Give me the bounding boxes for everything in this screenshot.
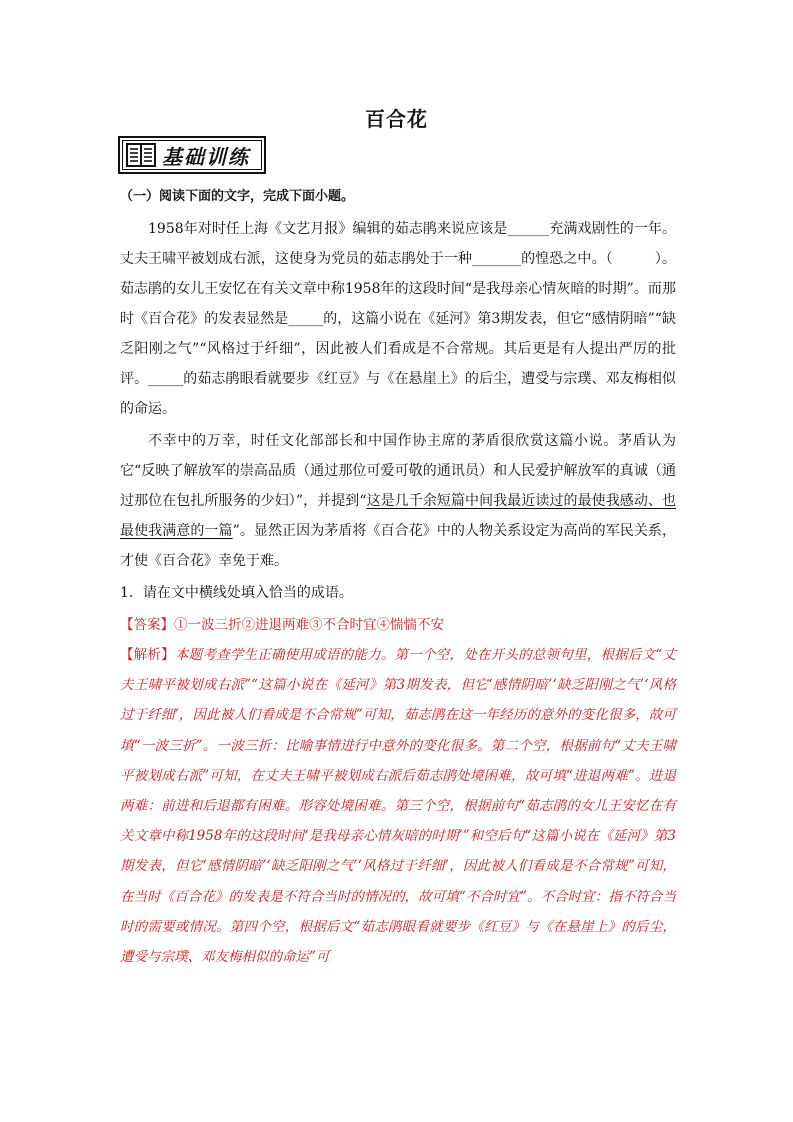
analysis-text: 本题考查学生正确使用成语的能力。第一个空，处在开头的总领句里，根据后文“丈夫王啸平被划成右派”“这篇小说在《延河》第3期发表，但它‘感情阴暗’‘缺乏阳刚之气’‘风格过于纤细’，因此被人们看成是不合常规”可知，茹志鹃在这一年经历的意外的变化很多，故可填“一波三折”。一波三折：比喻事情进行中意外的变化很多。第二个空，根据前句“丈夫王啸平被划成右派”可知，在丈夫王啸平被划成右派后茹志鹃处境困难，故可填“进退两难”。进退两难：前进和后退都有困难。形容处境困难。第三个空，根据前句“茹志鹃的女儿王安忆在有关文章中称1958年的这段时间‘是我母亲心情灰暗的时期’”和空后句“这篇小说在《延河》第3期发表，但它‘感情阴暗’‘缺乏阳刚之气’‘风格过于纤细’，因此被人们看成是不合常规”可知，在当时《百合花》的发表是不符合当时的情况的，故可填“不合时宜”。不合时宜：指不符合当时的需要或情况。第四个空，根据后文“茹志鹃眼看就要步《红豆》与《在悬崖上》的后尘，遭受与宗璞、邓友梅相似的命运”可 bbox=[120, 647, 677, 966]
page-title: 百合花 bbox=[365, 107, 428, 131]
analysis-block bbox=[120, 640, 676, 972]
passage-paragraph-2 bbox=[120, 426, 676, 576]
passage-p2-text-before: 不幸中的万幸，时任文化部部长和中国作协主席的茅盾很欣赏这篇小说。茅盾认为它“反映了解放军的崇高品质（通过那位可爱可敬的通讯员）和人民爱护解放军的真诚（通过那位在包扎所服务的少妇）”，并提到“ bbox=[120, 433, 676, 509]
question-1: 1．请在文中横线处填入恰当的成语。 bbox=[120, 585, 353, 601]
book-icon bbox=[126, 142, 156, 168]
passage-paragraph-1: 1958年对时任上海《文艺月报》编辑的茹志鹃来说应该是______充满戏剧性的一年。丈夫王啸平被划成右派，这使身为党员的茹志鹃处于一种_______的惶恐之中。（ ）。茹志鹃的女儿王安忆在有关文章中称1958年的这段时间“是我母亲心情灰暗的时期”。而那时《百合花》的发表显然是_____的，这篇小说在《延河》第3期发表，但它“感情阴暗”“缺乏阳刚之气”“风格过于纤细”，因此被人们看成是不合常规。其后更是有人提出严厉的批评。_____的茹志鹃眼看就要步《红豆》与《在悬崖上》的后尘，遭受与宗璞、邓友梅相似的命运。 bbox=[120, 221, 676, 417]
question-group-heading: （一）阅读下面的文字，完成下面小题。 bbox=[120, 189, 355, 204]
answer-label: 【答案】 bbox=[120, 617, 174, 633]
section-badge bbox=[118, 136, 266, 174]
section-label: 基础训练 bbox=[162, 144, 250, 169]
answer-text: ①一波三折②进退两难③不合时宜④惴惴不安 bbox=[174, 617, 444, 633]
analysis-label: 【解析】 bbox=[120, 647, 175, 663]
answer-block bbox=[120, 610, 676, 640]
passage-p2-text-after: ”。显然正因为茅盾将《百合花》中的人物关系设定为高尚的军民关系，才使《百合花》幸免于难。 bbox=[120, 523, 677, 569]
main-content bbox=[120, 184, 676, 972]
underlined-quote: 这是几千余短篇中间我最近读过的最使我感动、也最使我满意的一篇 bbox=[120, 493, 676, 539]
